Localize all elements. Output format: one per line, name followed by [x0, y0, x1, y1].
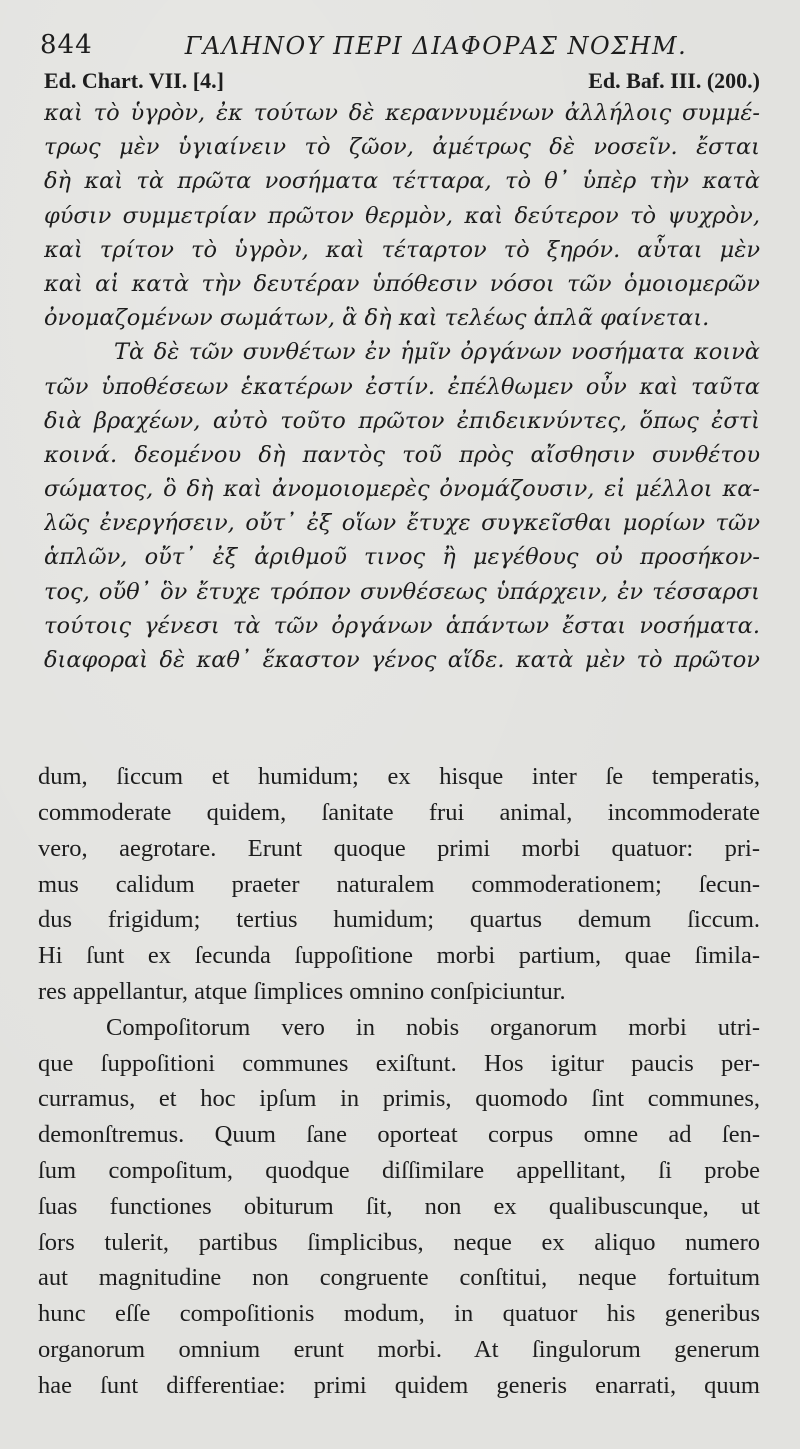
running-title: ΓΑΛΗΝΟΥ ΠΕΡΙ ΔΙΑΦΟΡΑΣ ΝΟΣΗΜ. — [184, 32, 688, 60]
latin-line: ſum compoſitum, quodque diſſimilare appellitant, ſi probe — [38, 1156, 760, 1184]
latin-line: vero, aegrotare. Erunt quoque primi morbi quatuor: pri- — [38, 834, 760, 862]
greek-text-block — [38, 96, 764, 677]
latin-line: curramus, et hoc ipſum in primis, quomodo ſint communes, — [38, 1085, 760, 1113]
latin-line: Hi ſunt ex ſecunda ſuppoſitione morbi partium, quae ſimila- — [38, 942, 760, 970]
latin-line: ſuas functiones obiturum ſit, non ex qualibuscunque, ut — [38, 1192, 760, 1220]
edition-chart-reference: Ed. Chart. VII. [4.] — [44, 68, 224, 93]
greek-line: διαφοραὶ δὲ καθ᾿ ἕκαστον γένος αἵδε. κατὰ μὲν τὸ πρῶτον — [44, 647, 760, 673]
greek-line: κοινά. δεομένου δὴ παντὸς τοῦ πρὸς αἴσθησιν συνθέτου — [44, 441, 760, 468]
latin-line: dum, ſiccum et humidum; ex hisque inter ſe temperatis, — [38, 763, 760, 791]
running-head — [38, 28, 764, 66]
latin-line: hae ſunt differentiae: primi quidem generis enarrati, quum — [38, 1371, 760, 1399]
greek-line: λῶς ἐνεργήσειν, οὔτ᾿ ἐξ οἵων ἔτυχε συγκεῖσθαι μορίων τῶν — [44, 510, 760, 537]
latin-line: res appellantur, atque ſimplices omnino conſpiciuntur. — [38, 977, 566, 1005]
latin-line: commoderate quidem, ſanitate frui animal, incommoderate — [38, 798, 760, 826]
latin-line: hunc eſſe compoſitionis modum, in quatuor his generibus — [38, 1300, 760, 1328]
greek-line: τούτοις γένεσι τὰ τῶν ὀργάνων ἁπάντων ἔσται νοσήματα. — [44, 612, 760, 639]
latin-line: aut magnitudine non congruente conſtitui, neque fortuitum — [38, 1264, 760, 1292]
edition-reference-line — [38, 66, 764, 96]
latin-text-block — [38, 759, 764, 1403]
greek-line: δὴ καὶ τὰ πρῶτα νοσήματα τέτταρα, τὸ θ᾿ ὑπὲρ τὴν κατὰ — [44, 168, 760, 195]
latin-line: mus calidum praeter naturalem commoderationem; ſecun- — [38, 870, 760, 898]
page-number: 844 — [40, 30, 93, 60]
greek-line: ὀνομαζομένων σωμάτων, ἃ δὴ καὶ τελέως ἁπλᾶ φαίνεται. — [44, 305, 710, 332]
greek-line: τος, οὔθ᾿ ὃν ἔτυχε τρόπον συνθέσεως ὑπάρχειν, ἐν τέσσαρσι — [44, 578, 760, 605]
greek-line: ἁπλῶν, οὔτ᾿ ἐξ ἀριθμοῦ τινος ἢ μεγέθους οὐ προσήκον- — [44, 544, 760, 571]
greek-line: τῶν ὑποθέσεων ἑκατέρων ἐστίν. ἐπέλθωμεν οὖν καὶ ταῦτα — [44, 373, 760, 400]
latin-line: dus frigidum; tertius humidum; quartus demum ſiccum. — [38, 906, 760, 934]
greek-line: φύσιν συμμετρίαν πρῶτον θερμὸν, καὶ δεύτερον τὸ ψυχρὸν, — [44, 202, 760, 229]
greek-line: τρως μὲν ὑγιαίνειν τὸ ζῶον, ἀμέτρως δὲ νοσεῖν. ἔσται — [44, 134, 760, 161]
latin-line: organorum omnium erunt morbi. At ſingulorum generum — [38, 1335, 760, 1363]
latin-line: Compoſitorum vero in nobis organorum morbi utri- — [106, 1013, 760, 1041]
edition-basel-reference: Ed. Baf. III. (200.) — [588, 68, 760, 93]
column-gap — [38, 677, 764, 759]
latin-line: demonſtremus. Quum ſane oporteat corpus omne ad ſen- — [38, 1121, 760, 1149]
greek-line: σώματος, ὃ δὴ καὶ ἀνομοιομερὲς ὀνομάζουσιν, εἰ μέλλοι κα- — [44, 476, 760, 503]
latin-line: ſors tulerit, partibus ſimplicibus, neque ex aliquo numero — [38, 1228, 760, 1256]
greek-line: διὰ βραχέων, αὐτὸ τοῦτο πρῶτον ἐπιδεικνύντες, ὅπως ἐστὶ — [44, 407, 760, 434]
latin-line: que ſuppoſitioni communes exiſtunt. Hos igitur paucis per- — [38, 1049, 760, 1077]
greek-line: καὶ αἱ κατὰ τὴν δευτέραν ὑπόθεσιν νόσοι τῶν ὁμοιομερῶν — [44, 270, 760, 297]
greek-line: Τὰ δὲ τῶν συνθέτων ἐν ἡμῖν ὀργάνων νοσήματα κοινὰ — [114, 339, 760, 366]
greek-line: καὶ τρίτον τὸ ὑγρὸν, καὶ τέταρτον τὸ ξηρόν. αὗται μὲν — [44, 236, 760, 263]
greek-line: καὶ τὸ ὑγρὸν, ἐκ τούτων δὲ κεραννυμένων ἀλλήλοις συμμέ- — [44, 100, 760, 126]
